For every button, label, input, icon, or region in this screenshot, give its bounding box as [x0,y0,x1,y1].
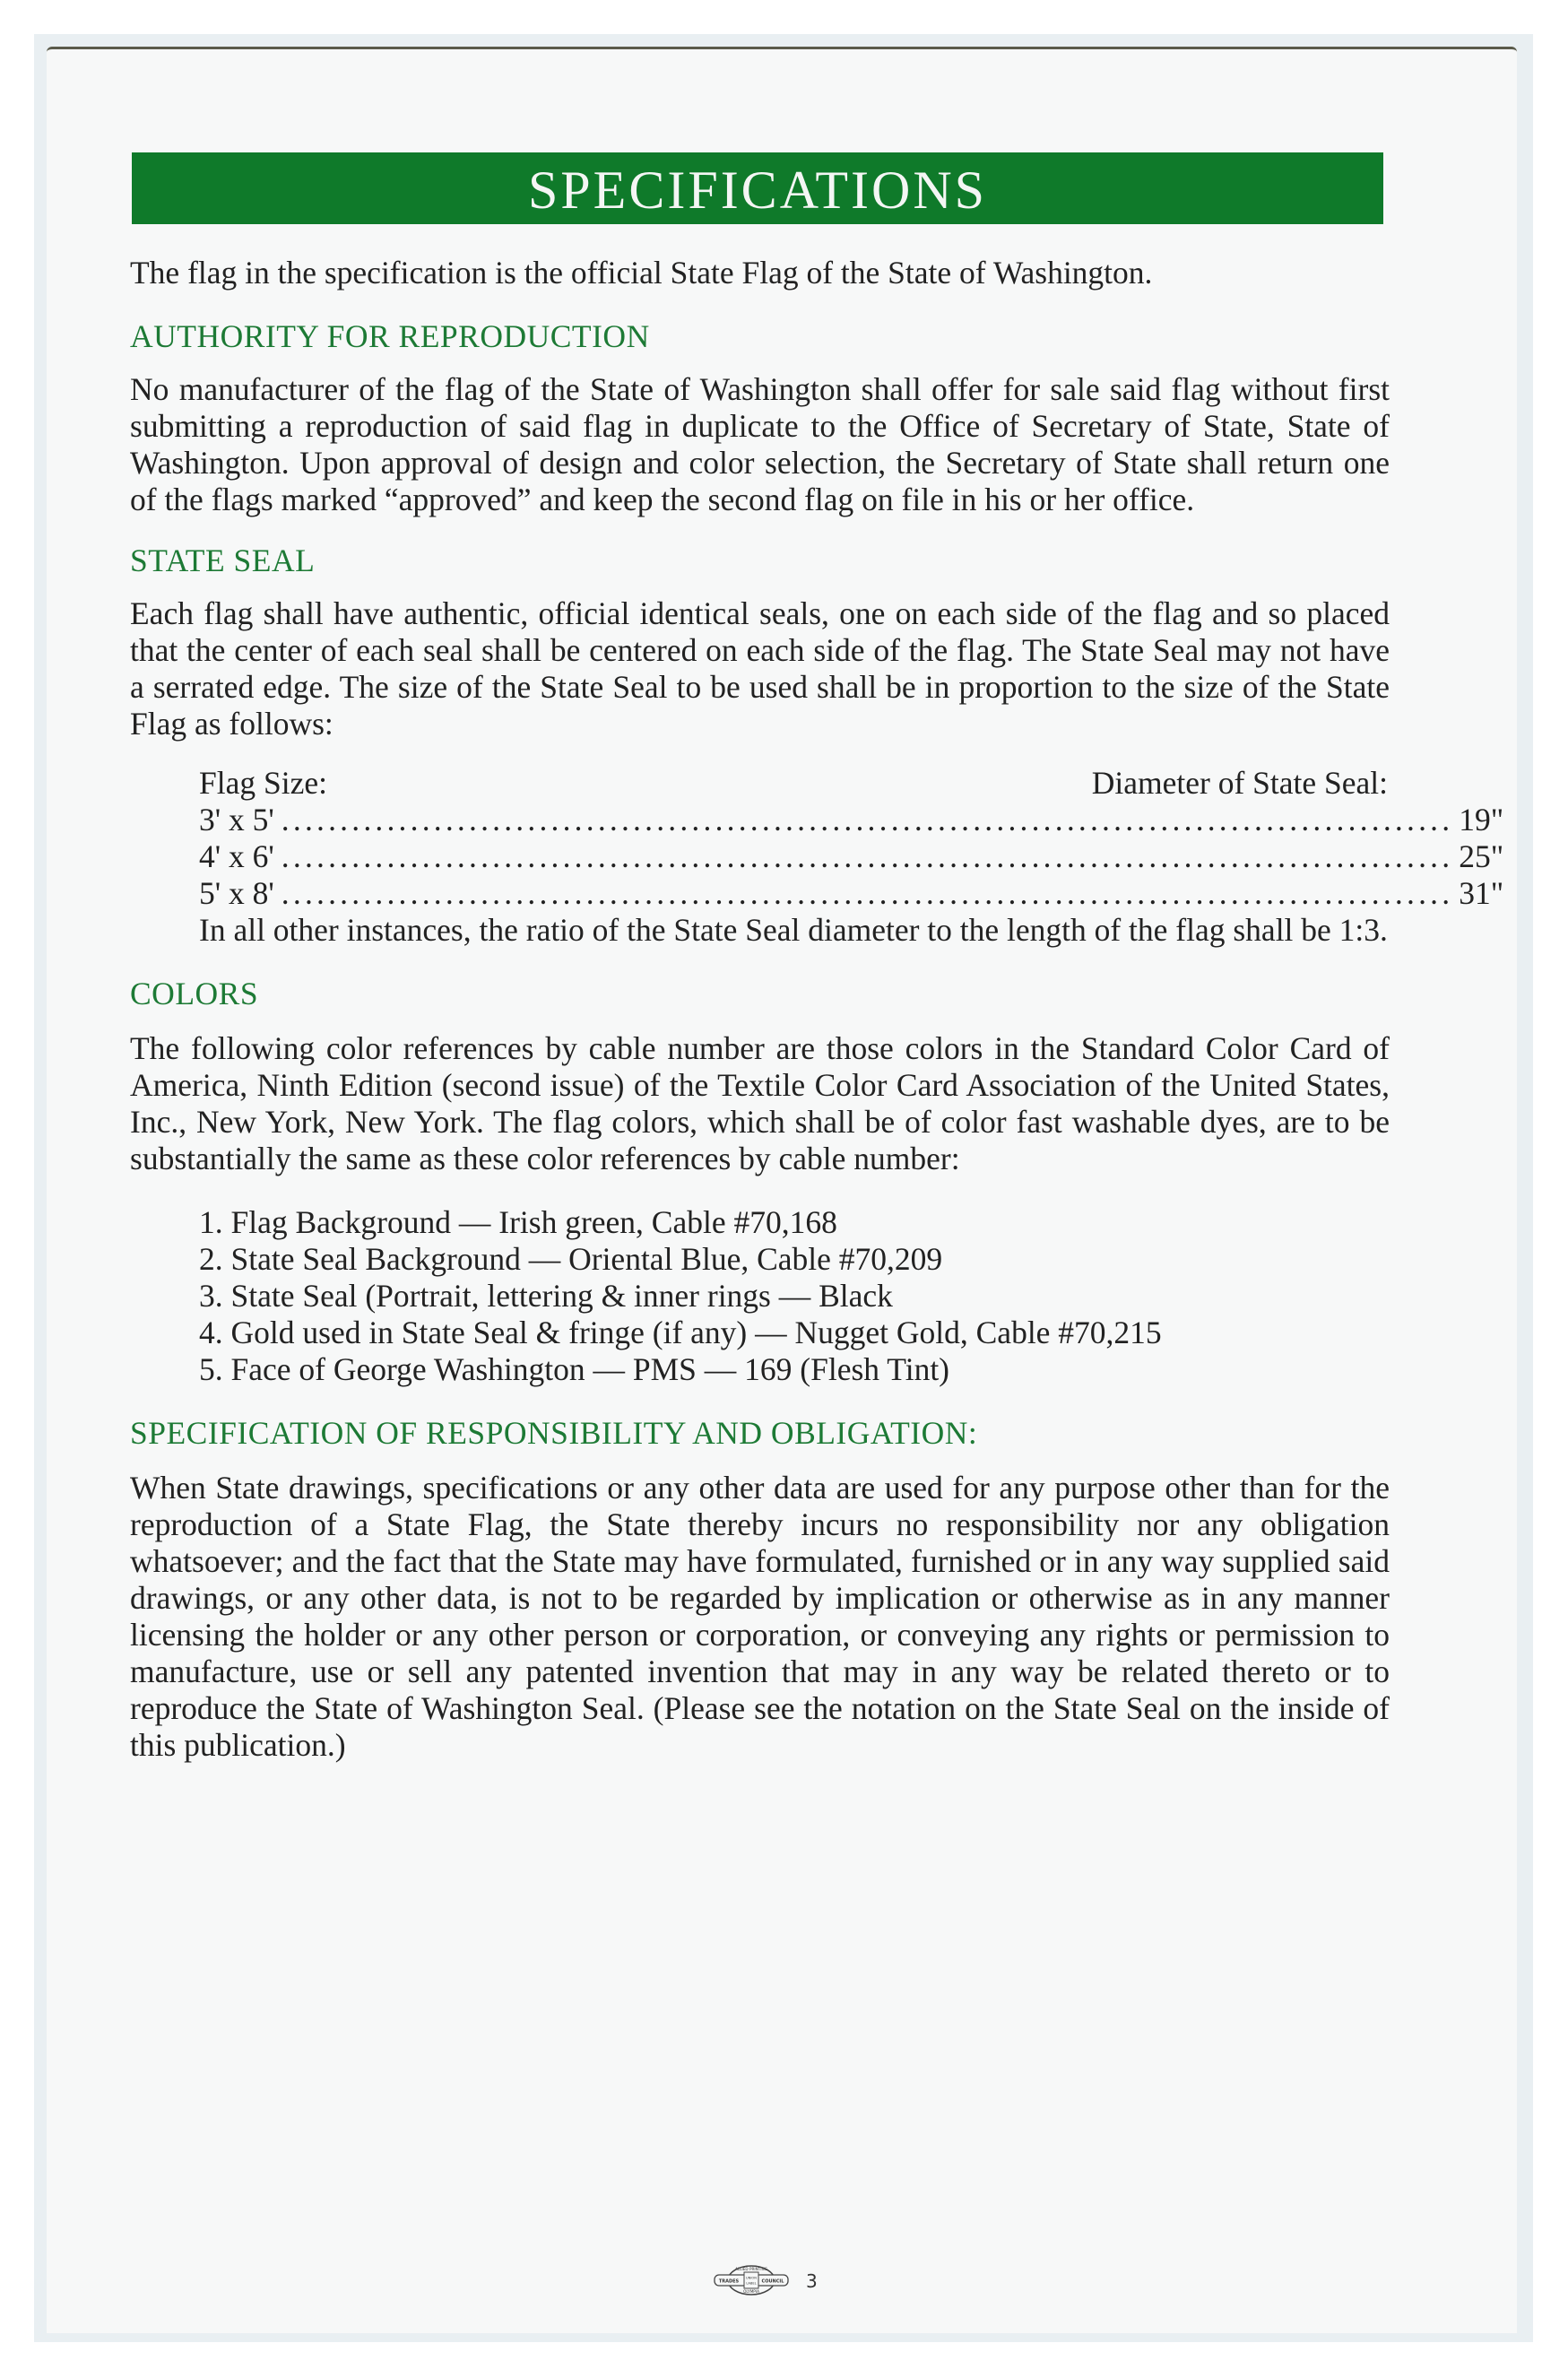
diameter-cell: 25" [1459,838,1504,874]
union-label-center-bottom-text: LABEL [746,2281,757,2286]
page-number: 3 [806,2270,818,2292]
union-label-right-text: COUNCIL [761,2278,784,2285]
responsibility-paragraph: When State drawings, specifications or any other data are used for any purpose other than for the reproduction of a State Flag, the State thereby incurs no responsibility nor any obligation whatsoever; and the fact that the State may have formulated, furnished or in any way supplied said drawings, or any other data, is not to be regarded by implication or otherwise as in any manner licensing the holder or any other person or corporation, or conveying any rights or permission to manufacture, use or sell any patented invention that may in any way be related thereto or to reproduce the State of Washington Seal. (Please see the notation on the State Seal on the inside of this publication.) [130,1470,1390,1763]
intro-paragraph: The flag in the specification is the official State Flag of the State of Washington. [130,255,1153,291]
table-row [199,875,1504,912]
section-heading-state-seal: STATE SEAL [130,542,316,578]
list-item: 3. State Seal (Portrait, lettering & inner rings — Black [199,1278,893,1314]
colors-paragraph: The following color references by cable number are those colors in the Standard Color Card of America, Ninth Edition (second issue) of the Textile Color Card Association of the United States, Inc., New York, New York. The flag colors, which shall be of color fast washable dyes, are to be substantially the same as these color references by cable number: [130,1030,1390,1176]
list-item: 2. State Seal Background — Oriental Blue, Cable #70,209 [199,1241,943,1277]
page-content [130,255,1504,1764]
flag-size-cell: 5' x 8' [199,875,274,911]
list-item: 1. Flag Background — Irish green, Cable #70,168 [199,1204,837,1240]
list-item: 5. Face of George Washington — PMS — 169 (Flesh Tint) [199,1351,950,1387]
union-label-bottom-text: OLYMPIA [743,2289,759,2294]
section-heading-responsibility: SPECIFICATION OF RESPONSIBILITY AND OBLIGATION: [130,1415,978,1451]
page-title: SPECIFICATIONS [527,161,988,220]
union-label-left-text: TRADES [718,2278,740,2285]
dot-leader: .................................................................................................... [281,875,1454,911]
union-label-top-text: ALLIED PRINTING [735,2267,767,2271]
title-banner [132,152,1383,224]
flag-size-cell: 3' x 5' [199,802,274,838]
table-row [199,838,1504,875]
section-heading-colors: COLORS [130,976,259,1011]
column-header-flag-size: Flag Size: [199,765,327,801]
state-seal-paragraph: Each flag shall have authentic, official identical seals, one on each side of the flag and so placed that the center of each seal shall be centered on each side of the flag. The State Seal may not have a serrated edge. The size of the State Seal to be used shall be in proportion to the size of the State Flag as follows: [130,595,1390,742]
seal-ratio-note: In all other instances, the ratio of the State Seal diameter to the length of the flag shall be 1:3. [199,912,1388,948]
seal-size-table [199,765,1504,949]
color-reference-list [199,1204,1390,1388]
diameter-cell: 19" [1459,802,1504,838]
dot-leader: .................................................................................................... [281,802,1454,838]
section-heading-authority: AUTHORITY FOR REPRODUCTION [130,318,650,354]
union-label-logo-icon [713,2263,790,2297]
union-label-center-top-text: UNION [746,2276,757,2280]
column-header-diameter: Diameter of State Seal: [1091,765,1388,801]
page-footer [713,2263,818,2297]
diameter-cell: 31" [1459,875,1504,911]
table-row [199,802,1504,838]
seal-size-table-header [199,765,1390,802]
dot-leader: .................................................................................................... [281,838,1454,874]
flag-size-cell: 4' x 6' [199,838,274,874]
list-item: 4. Gold used in State Seal & fringe (if any) — Nugget Gold, Cable #70,215 [199,1315,1162,1350]
authority-paragraph: No manufacturer of the flag of the State of Washington shall offer for sale said flag without first submitting a reproduction of said flag in duplicate to the Office of Secretary of State, State of Washington. Upon approval of design and color selection, the Secretary of State shall return one of the flags marked “approved” and keep the second flag on file in his or her office. [130,371,1390,517]
